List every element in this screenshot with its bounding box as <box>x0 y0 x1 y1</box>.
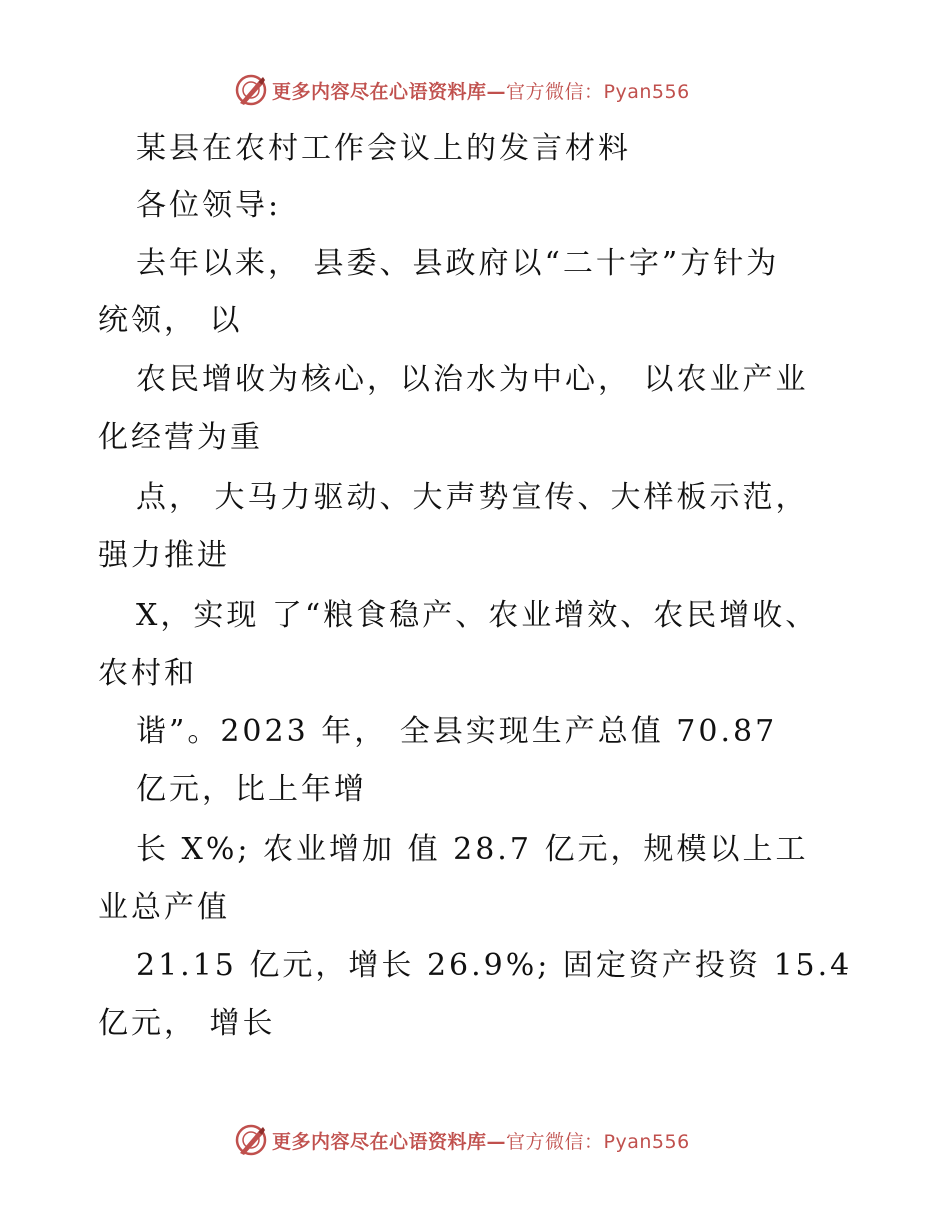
banner-main: 更多内容尽在心语资料库 <box>272 1130 487 1153</box>
text-line: 21.15 亿元，增长 26.9%; 固定资产投资 15.4 <box>136 948 853 983</box>
pen-logo-icon <box>234 73 268 107</box>
banner-wechat: 官方微信：Pyan556 <box>506 80 690 103</box>
pen-logo-icon <box>234 1123 268 1157</box>
banner-wechat: 官方微信：Pyan556 <box>506 1130 690 1153</box>
text-line: 业总产值 <box>98 890 230 925</box>
banner-text <box>272 77 690 104</box>
text-line: 长 X%; 农业增加 值 28.7 亿元，规模以上工 <box>136 832 809 867</box>
header-banner <box>234 72 734 108</box>
banner-dash: — <box>486 80 507 103</box>
text-line: 点， 大马力驱动、大声势宣传、大样板示范， <box>136 480 809 515</box>
text-line: 强力推进 <box>98 538 230 573</box>
banner-dash: — <box>486 1130 507 1153</box>
text-line: X，实现 了“粮食稳产、农业增效、农民增收、 <box>136 598 819 633</box>
text-line: 统领， 以 <box>98 303 243 338</box>
text-line: 亿元， 增长 <box>98 1006 276 1041</box>
document-title: 某县在农村工作会议上的发言材料 <box>136 131 631 166</box>
text-line: 化经营为重 <box>98 420 263 455</box>
text-line: 谐”。2023 年， 全县实现生产总值 70.87 <box>136 714 778 749</box>
banner-text <box>272 1127 690 1154</box>
text-line: 去年以来， 县委、县政府以“二十字”方针为 <box>136 246 780 281</box>
text-line: 农民增收为核心，以治水为中心， 以农业产业 <box>136 362 809 397</box>
text-line: 农村和 <box>98 656 197 691</box>
salutation: 各位领导: <box>136 188 282 223</box>
text-line: 亿元，比上年增 <box>136 772 367 807</box>
footer-banner <box>234 1122 734 1158</box>
banner-main: 更多内容尽在心语资料库 <box>272 80 487 103</box>
